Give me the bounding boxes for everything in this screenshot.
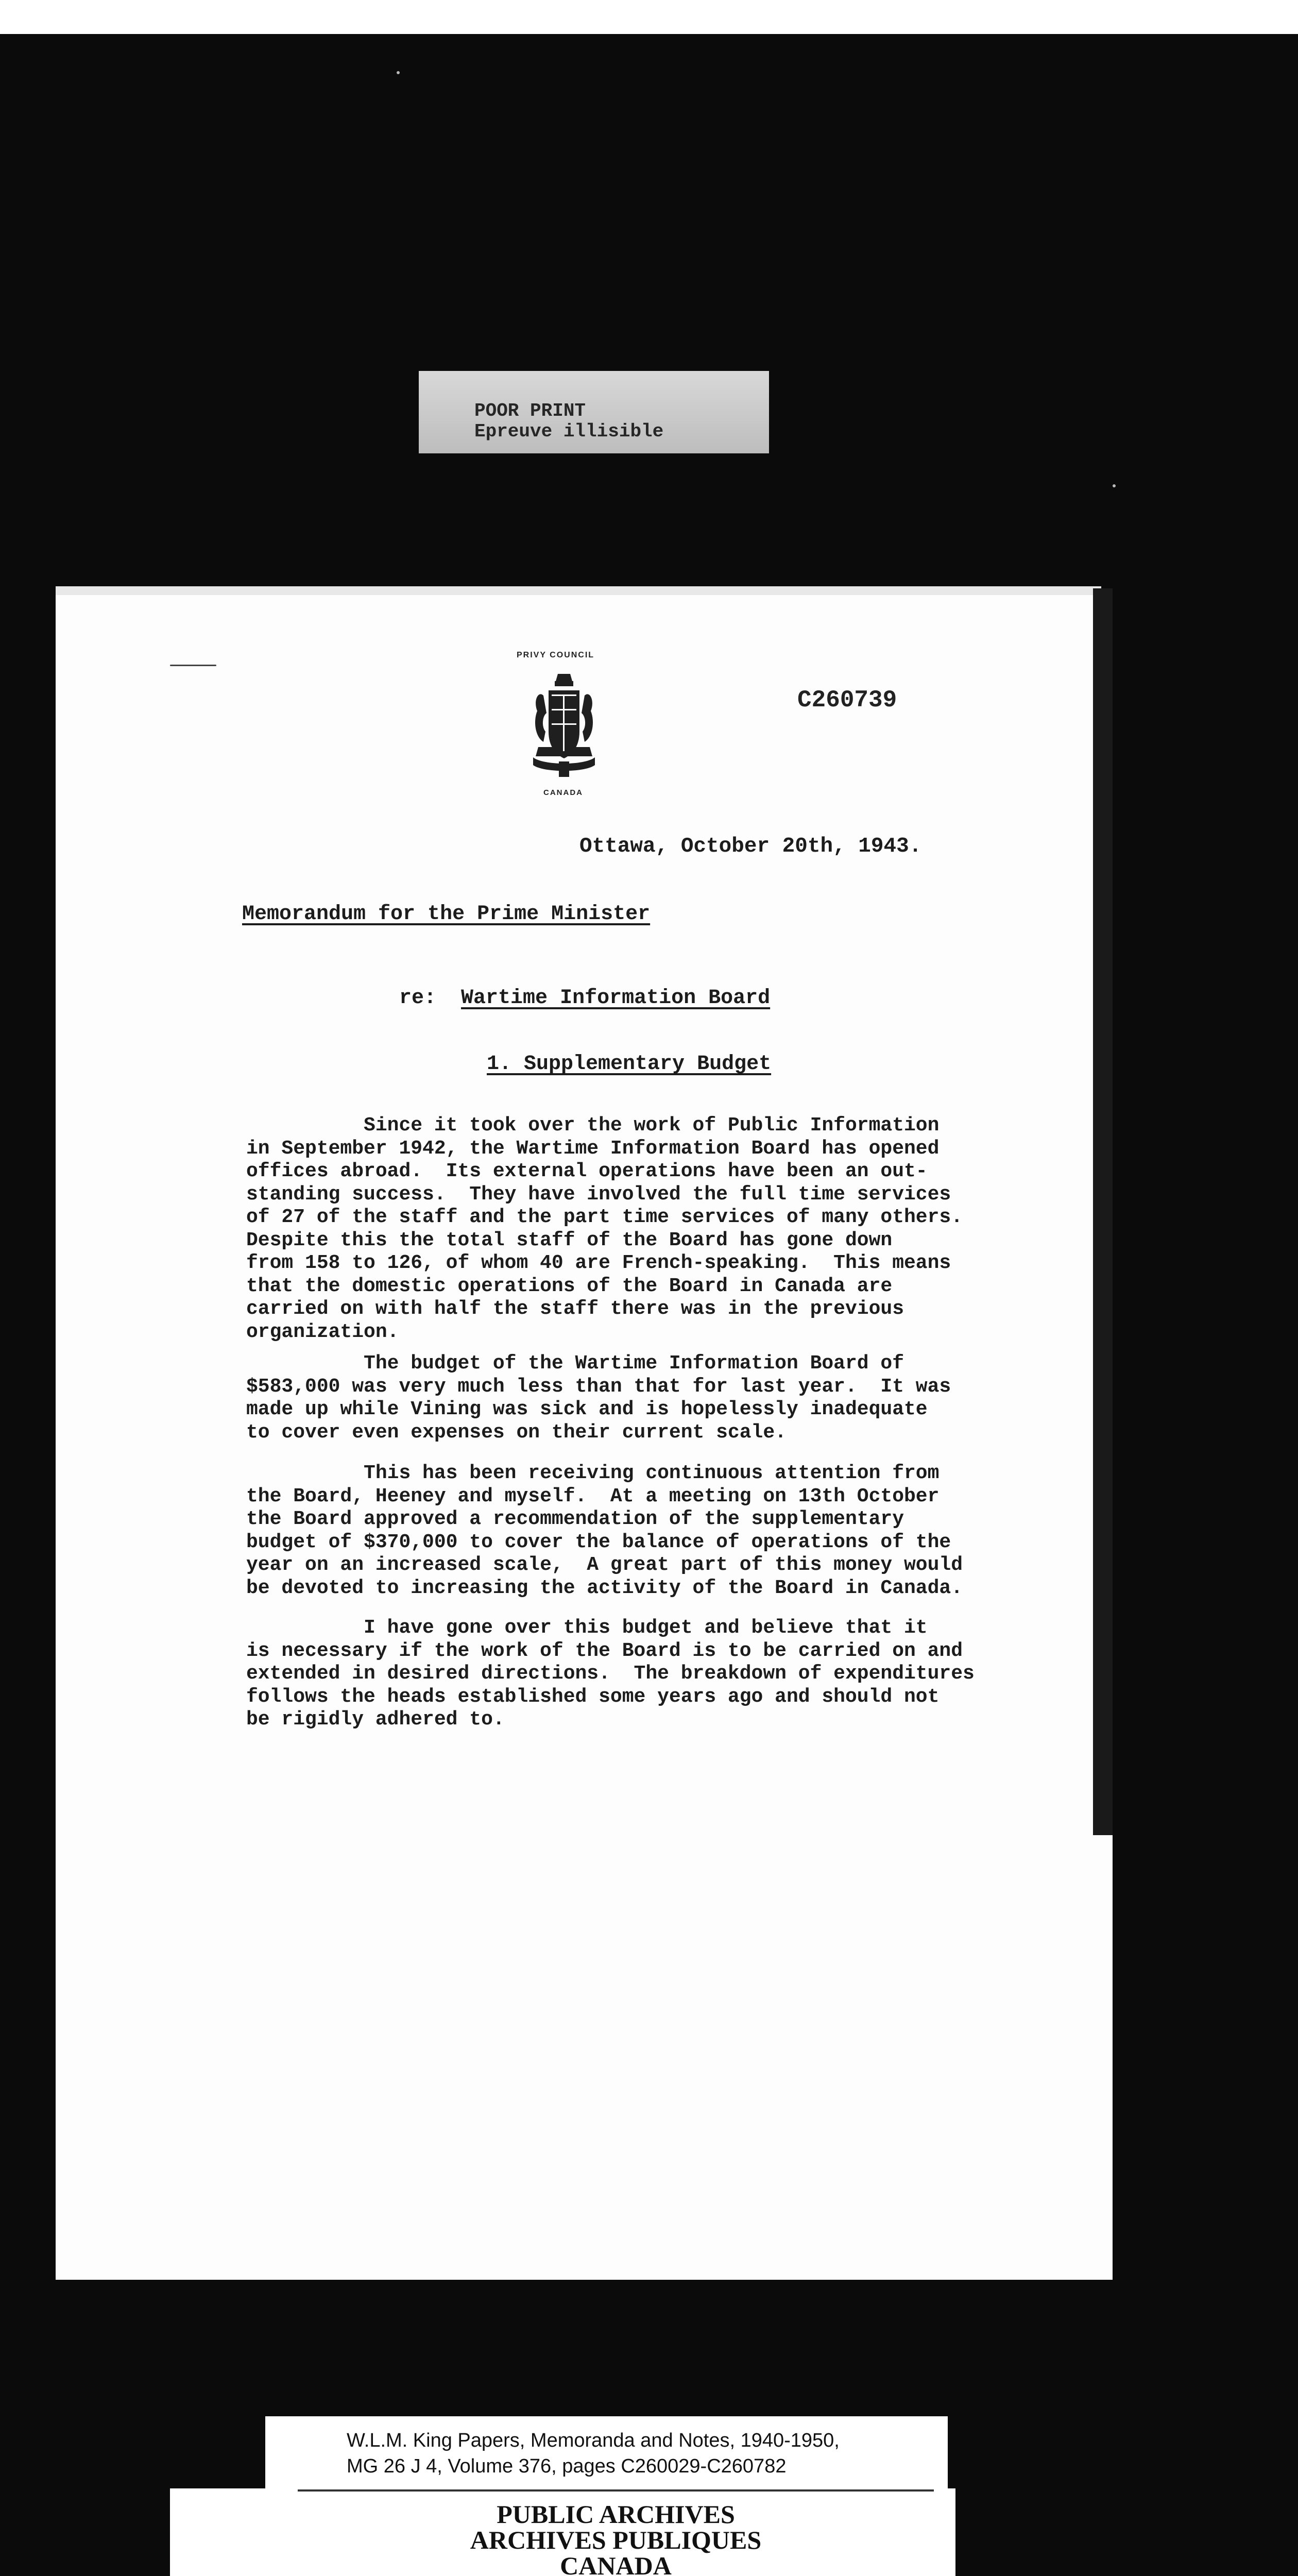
re-line [399, 987, 770, 1010]
poor-print-stamp [419, 371, 769, 453]
re-subject: Wartime Information Board [461, 987, 771, 1010]
date-line: Ottawa, October 20th, 1943. [579, 835, 922, 858]
poor-print-line-2: Epreuve illisible [474, 421, 664, 442]
page-right-shadow [1093, 588, 1113, 1835]
archive-label-divider [298, 2489, 934, 2492]
letterhead-canada: CANADA [543, 788, 583, 797]
document-number: C260739 [797, 687, 897, 714]
page-mark [170, 665, 216, 666]
archive-citation-line-1: W.L.M. King Papers, Memoranda and Notes, 1940-1950, [347, 2430, 840, 2451]
film-speck [1113, 484, 1116, 487]
archives-stamp [298, 2501, 934, 2576]
memo-title: Memorandum for the Prime Minister [242, 903, 651, 926]
paragraph-3: This has been receiving continuous attention from the Board, Heeney and myself. At a meeting on 13th October the Board approved a recommendation of the supplementary budget of $370,000 to cover the balance of operations of the year on an increased scale, A great part of this money would be devoted to increasing the activity of the Board in Canada. [246, 1462, 963, 1599]
archives-stamp-line-3: CANADA [560, 2551, 672, 2576]
letterhead-privy-council: PRIVY COUNCIL [517, 651, 595, 659]
archive-citation-line-2: MG 26 J 4, Volume 376, pages C260029-C260782 [347, 2455, 787, 2477]
section-heading: 1. Supplementary Budget [487, 1053, 772, 1076]
re-label: re: [399, 987, 437, 1010]
archives-stamp-line-2: ARCHIVES PUBLIQUES [470, 2526, 762, 2554]
paragraph-2: The budget of the Wartime Information Board of $583,000 was very much less than that for last year. It was made up while Vining was sick and is hopelessly inadequate to cover even expenses on their current scale. [246, 1352, 951, 1444]
label-tab-right [948, 2416, 955, 2488]
paragraph-4: I have gone over this budget and believe that it is necessary if the work of the Board is to be carried on and extended in desired directions. The breakdown of expenditures follows the heads established some years ago and should not be rigidly adhered to. [246, 1617, 975, 1731]
film-speck [397, 71, 400, 74]
paragraph-1: Since it took over the work of Public Information in September 1942, the Wartime Information Board has opened offices abroad. Its external operations have been an out- standing success. They have involved the full time services of 27 of the staff and the part time services of many others. Despite this the total staff of the Board has gone down from 158 to 126, of whom 40 are French-speaking. This means that the domestic operations of the Board in Canada are carried on with half the staff there was in the previous organization. [246, 1114, 963, 1343]
archive-citation [298, 2416, 934, 2488]
poor-print-line-1: POOR PRINT [474, 400, 586, 421]
label-tab-left [170, 2416, 265, 2488]
archives-stamp-line-1: PUBLIC ARCHIVES [497, 2500, 735, 2529]
coat-of-arms-icon [523, 670, 605, 783]
